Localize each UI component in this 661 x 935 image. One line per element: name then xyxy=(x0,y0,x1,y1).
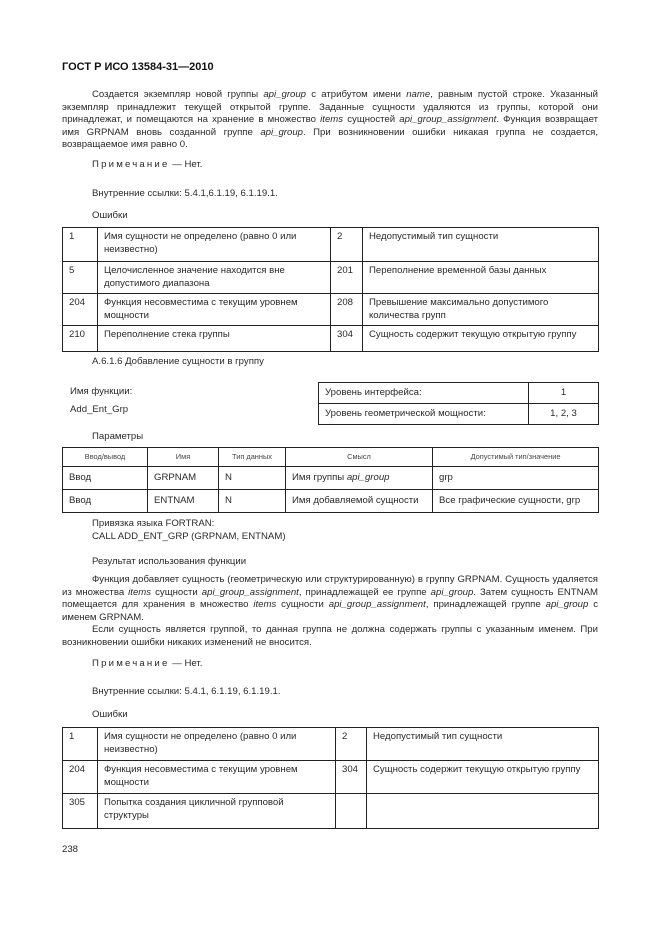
function-name-label: Имя функции: xyxy=(70,386,133,397)
table-row xyxy=(63,794,599,829)
error-code: 201 xyxy=(331,262,363,294)
error-text: Сущность содержит текущую открытую группу xyxy=(363,326,599,352)
error-text: Переполнение временной базы данных xyxy=(363,262,599,294)
interface-level-value: 1 xyxy=(529,383,599,404)
text-segment: с атрибутом имени xyxy=(306,89,407,100)
italic-term: api_group_assignment xyxy=(399,114,497,126)
result-label: Результат использования функции xyxy=(92,556,247,567)
param-meaning xyxy=(286,490,433,513)
geom-level-row xyxy=(319,404,599,425)
table-row xyxy=(63,326,599,352)
error-code: 1 xyxy=(63,728,98,761)
param-allowed: grp xyxy=(433,467,599,490)
error-code: 2 xyxy=(336,728,367,761)
error-text: Недопустимый тип сущности xyxy=(363,228,599,262)
table-row xyxy=(63,761,599,794)
errors-table-2 xyxy=(62,727,599,829)
error-code xyxy=(336,794,367,829)
table-row xyxy=(63,228,599,262)
note-1 xyxy=(92,159,202,172)
text-segment: Если сущность является группой, то данная группа не должна содержать группы с указанным именем. При возникновении ошибки никаких изменений не вносится. xyxy=(62,624,598,648)
text-segment: Функция добавляет сущность (геометрическую или структурированную) в группу GRPNAM. Сущность удаляется из множества xyxy=(62,574,598,598)
meaning-text: Имя группы xyxy=(292,472,347,484)
param-io: Ввод xyxy=(63,490,148,513)
header-meaning: Смысл xyxy=(286,448,433,467)
italic-term: items xyxy=(320,114,344,126)
param-type: N xyxy=(219,490,286,513)
param-type: N xyxy=(219,467,286,490)
geom-level-label: Уровень геометрической мощности: xyxy=(319,404,529,425)
table-row xyxy=(63,262,599,294)
note-2 xyxy=(92,658,202,671)
function-name: Add_Ent_Grp xyxy=(70,404,129,415)
error-text: Сущность содержит текущую открытую группу xyxy=(367,761,599,794)
note-text: — Нет. xyxy=(169,658,203,669)
param-name: GRPNAM xyxy=(148,467,219,490)
page-number: 238 xyxy=(62,844,79,855)
text-segment: . При возникновении ошибки никакая группа не создается, возвращаемое имя равно 0. xyxy=(62,126,598,151)
intro-paragraph xyxy=(62,89,598,152)
params-header-row xyxy=(63,448,599,467)
text-segment: . Затем сущность ENTNAM помещается для хранения в множество xyxy=(62,586,598,611)
error-code: 5 xyxy=(63,262,98,294)
text-segment: . Функция возвращает имя GRPNAM вновь созданной группе xyxy=(62,114,599,138)
geom-level-value: 1, 2, 3 xyxy=(529,404,599,425)
note-label: Примечание xyxy=(92,159,170,170)
text-segment: , принадлежащей группе xyxy=(425,599,546,611)
error-text: Функция несовместима с текущим уровнем мощности xyxy=(98,294,331,326)
italic-term: api_group xyxy=(260,126,303,138)
error-text: Имя сущности не определено (равно 0 или неизвестно) xyxy=(98,228,331,262)
binding-call: CALL ADD_ENT_GRP (GRPNAM, ENTNAM) xyxy=(92,531,286,542)
error-text xyxy=(367,794,599,829)
table-row xyxy=(63,467,599,490)
error-code: 2 xyxy=(331,228,363,262)
error-text: Переполнение стека группы xyxy=(98,326,331,352)
error-text: Имя сущности не определено (равно 0 или неизвестно) xyxy=(98,728,336,761)
params-table xyxy=(62,447,599,513)
italic-term: api_group_assignment xyxy=(201,586,299,598)
internal-refs-2: Внутренние ссылки: 5.4.1, 6.1.19, 6.1.19.1. xyxy=(92,686,281,697)
binding-label: Привязка языка FORTRAN: xyxy=(92,518,215,529)
function-levels-table xyxy=(318,382,599,425)
interface-level-label: Уровень интерфейса: xyxy=(319,383,529,404)
italic-term: api_group xyxy=(430,586,474,598)
params-label: Параметры xyxy=(92,431,144,442)
error-code: 304 xyxy=(331,326,363,352)
note-label: Примечание xyxy=(92,658,170,669)
error-code: 208 xyxy=(331,294,363,326)
param-meaning xyxy=(286,467,433,490)
table-row xyxy=(63,294,599,326)
error-text: Превышение максимально допустимого количества групп xyxy=(363,294,599,326)
error-text: Функция несовместима с текущим уровнем мощности xyxy=(98,761,336,794)
table-row xyxy=(63,490,599,513)
document-header: ГОСТ Р ИСО 13584-31—2010 xyxy=(62,61,214,73)
param-name: ENTNAM xyxy=(148,490,219,513)
text-segment: , принадлежащей ее группе xyxy=(298,586,431,598)
header-allowed: Допустимый тип/значение xyxy=(433,448,599,467)
italic-term: items xyxy=(253,599,277,611)
text-segment: , равным пустой строке. Указанный экземпляр принадлежит текущей открытой группе. Заданные сущности удаляются из группы, которой они принадлежат, и помещаются на хранение в множество xyxy=(62,89,599,126)
interface-level-row xyxy=(319,383,599,404)
error-code: 1 xyxy=(63,228,98,262)
param-allowed: Все графические сущности, grp xyxy=(433,490,599,513)
italic-term: api_group_assignment xyxy=(328,599,426,611)
errors-1-label: Ошибки xyxy=(92,210,128,221)
text-segment: с именем GRPNAM. xyxy=(62,599,598,623)
meaning-italic: api_group xyxy=(346,472,390,484)
header-type: Тип данных xyxy=(219,448,286,467)
text-segment: сущности xyxy=(151,586,202,598)
italic-term: name xyxy=(406,89,431,100)
internal-refs-1: Внутренние ссылки: 5.4.1,6.1.19, 6.1.19.1. xyxy=(92,188,278,199)
errors-2-label: Ошибки xyxy=(92,709,128,720)
header-name: Имя xyxy=(148,448,219,467)
italic-term: api_group xyxy=(263,89,307,100)
text-segment: Создается экземпляр новой группы xyxy=(92,89,264,100)
header-io: Ввод/вывод xyxy=(63,448,148,467)
section-title: А.6.1.6 Добавление сущности в группу xyxy=(92,356,264,367)
result-paragraphs xyxy=(62,574,598,650)
error-code: 305 xyxy=(63,794,98,829)
error-code: 304 xyxy=(336,761,367,794)
text-segment: сущностей xyxy=(343,114,400,126)
error-text: Недопустимый тип сущности xyxy=(367,728,599,761)
error-text: Попытка создания цикличной групповой структуры xyxy=(98,794,336,829)
error-code: 204 xyxy=(63,294,98,326)
errors-table-1 xyxy=(62,227,599,352)
table-row xyxy=(63,728,599,761)
text-segment: сущности xyxy=(276,599,329,611)
error-code: 204 xyxy=(63,761,98,794)
italic-term: api_group xyxy=(545,599,589,611)
error-code: 210 xyxy=(63,326,98,352)
meaning-text: Имя добавляемой сущности xyxy=(292,495,419,507)
param-io: Ввод xyxy=(63,467,148,490)
note-text: — Нет. xyxy=(169,159,203,170)
italic-term: items xyxy=(128,586,152,598)
error-text: Целочисленное значение находится вне допустимого диапазона xyxy=(98,262,331,294)
